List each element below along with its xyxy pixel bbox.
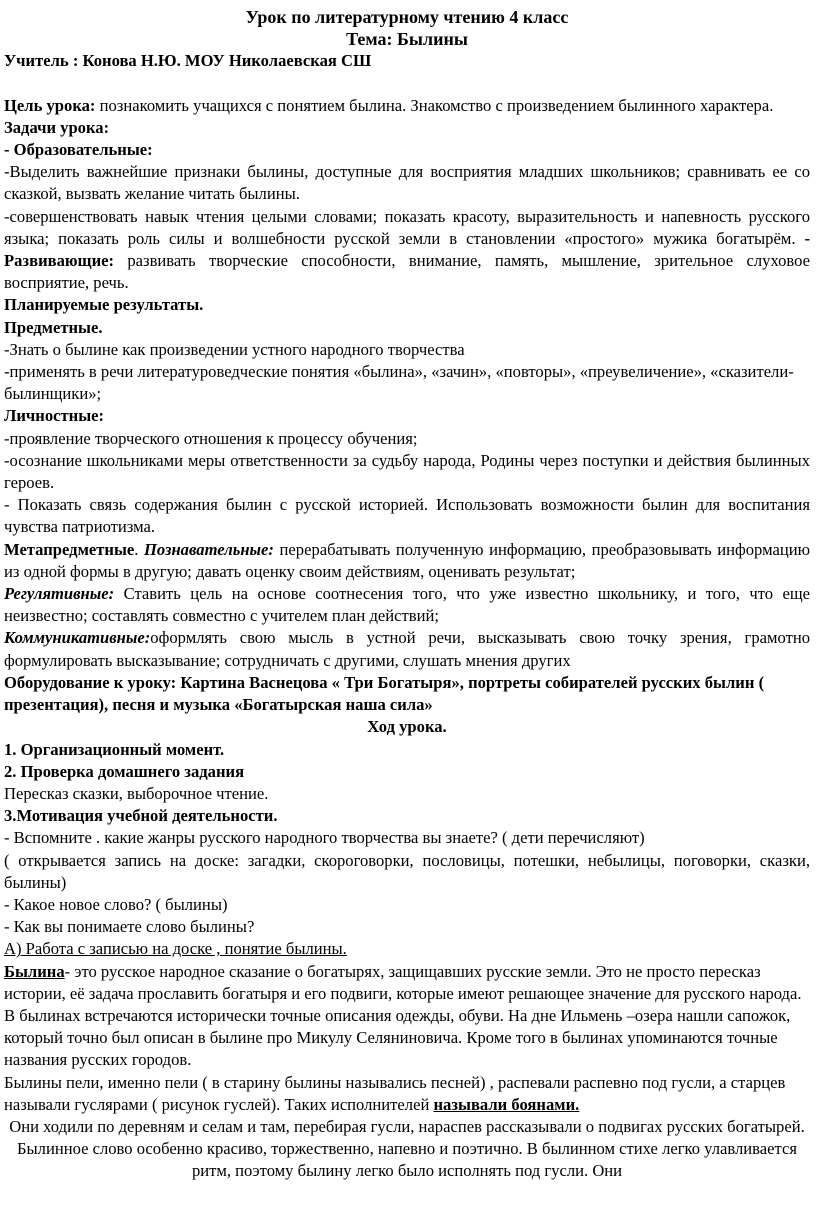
singers-paragraph <box>4 1072 810 1116</box>
meta-label: Метапредметные <box>4 539 135 559</box>
developing-text: развивать творческие способности, внимание, память, мышление, зрительное слуховое восприятие, речь. <box>4 251 810 293</box>
question-3: - Как вы понимаете слово былины? <box>4 917 255 937</box>
meta-dot: . <box>134 539 145 559</box>
personal-result-3: - Показать связь содержания былин с русской историей. Использовать возможности былин для воспитания чувства патриотизма. <box>4 495 810 537</box>
regulative-text: Ставить цель на основе соотнесения того, что уже известно школьнику, и того, что еще неизвестно; составлять совместно с учителем план действий; <box>4 584 810 626</box>
tasks-heading: Задачи урока: <box>4 117 110 137</box>
villages-paragraph: Они ходили по деревням и селам и там, перебирая гусли, нараспев рассказывали о подвигах русских богатырей. Былинное слово особенно красиво, торжественно, напевно и поэтично. В былинном стихе легко улавливается ритм, поэтому былину легко было исполнять под гусли. Они <box>9 1116 805 1181</box>
lesson-topic: Тема: Былины <box>346 29 468 50</box>
communicative-label: Коммуникативные: <box>4 628 151 648</box>
cognitive-text: перерабатывать полученную информацию, преобразовывать информацию из одной формы в другую; давать оценку своим действиям, оценивать результат; <box>4 539 810 581</box>
bayans-term: называли боянами. <box>433 1094 580 1114</box>
personal-result-1: -проявление творческого отношения к процессу обучения; <box>4 428 418 448</box>
goal-paragraph <box>4 95 810 117</box>
subject-results-heading: Предметные. <box>4 317 103 337</box>
subject-result-1: -Знать о былине как произведении устного народного творчества <box>4 339 465 359</box>
subject-result-2: -применять в речи литературоведческие понятия «былина», «зачин», «повторы», «преувеличение», «сказители-былинщики»; <box>4 362 794 404</box>
regulative-label: Регулятивные: <box>4 584 115 604</box>
definition-term: Былина <box>4 961 65 981</box>
course-heading: Ход урока. <box>367 717 447 737</box>
teacher-line: Учитель : Конова Н.Ю. МОУ Николаевская СШ <box>4 51 372 71</box>
educational-task-2 <box>4 206 810 295</box>
question-1: - Вспомните . какие жанры русского народного творчества вы знаете? ( дети перечисляют) <box>4 828 645 848</box>
history-paragraph: В былинах встречаются исторически точные описания одежды, обуви. На дне Ильмень –озера нашли сапожок, который точно был описан в былине про Микулу Селяниновича. Кроме того в былинах упоминаются точные названия русских городов. <box>4 1005 791 1070</box>
stage-1-heading: 1. Организационный момент. <box>4 739 225 759</box>
stage-2-text: Пересказ сказки, выборочное чтение. <box>4 783 269 803</box>
question-2: - Какое новое слово? ( былины) <box>4 894 228 914</box>
singers-text: Былины пели, именно пели ( в старину былины назывались песней) , распевали распевно под гусли, а старцев называли гуслярами ( рисунок гуслей). Таких исполнителей <box>4 1072 786 1114</box>
personal-result-2: -осознание школьниками меры ответственности за судьбу народа, Родины через поступки и действия былинных героев. <box>4 450 810 493</box>
board-note: ( открывается запись на доске: загадки, скороговорки, пословицы, потешки, небылицы, поговорки, сказки, былины) <box>4 850 810 892</box>
cognitive-label: Познавательные: <box>144 539 274 559</box>
definition-paragraph <box>4 961 810 1005</box>
developing-label: - Развивающие: <box>4 228 810 271</box>
educational-task-1: -Выделить важнейшие признаки былины, доступные для восприятия младших школьников; сравнивать ее со сказкой, вызвать желание читать былины. <box>4 162 810 204</box>
blank-line <box>4 73 810 95</box>
equipment-paragraph: Оборудование к уроку: Картина Васнецова « Три Богатыря», портреты собирателей русских былин ( презентация), песня и музыка «Богатырская наша сила» <box>4 672 765 715</box>
goal-label: Цель урока: <box>4 95 96 115</box>
stage-2-heading: 2. Проверка домашнего задания <box>4 761 245 781</box>
communicative-paragraph <box>4 627 810 671</box>
results-heading: Планируемые результаты. <box>4 295 204 315</box>
stage-3-heading: 3.Мотивация учебной деятельности. <box>4 806 278 826</box>
section-a-heading: А) Работа с записью на доске , понятие былины. <box>4 939 347 959</box>
educational-heading: - Образовательные: <box>4 140 153 160</box>
communicative-text: оформлять свою мысль в устной речи, высказывать свою точку зрения, грамотно формулировать высказывание; сотрудничать с другими, слушать мнения других <box>4 628 810 670</box>
cognitive-paragraph <box>4 539 810 583</box>
lesson-title: Урок по литературному чтению 4 класс <box>245 7 569 27</box>
goal-text: познакомить учащихся с понятием былина. Знакомство с произведением былинного характера. <box>95 95 774 115</box>
regulative-paragraph <box>4 583 810 627</box>
definition-text: - это русское народное сказание о богатырях, защищавших русские земли. Это не просто пересказ истории, её задача прославить богатыря и его подвиги, которые имеют решающее значение для русского народа. <box>4 961 802 1003</box>
personal-results-heading: Личностные: <box>4 406 105 426</box>
educational-task-2-text: -совершенствовать навык чтения целыми словами; показать красоту, выразительность и напевность русского языка; показать роль силы и волшебности русской земли в становлении «простого» мужика богатырём. <box>4 206 810 248</box>
